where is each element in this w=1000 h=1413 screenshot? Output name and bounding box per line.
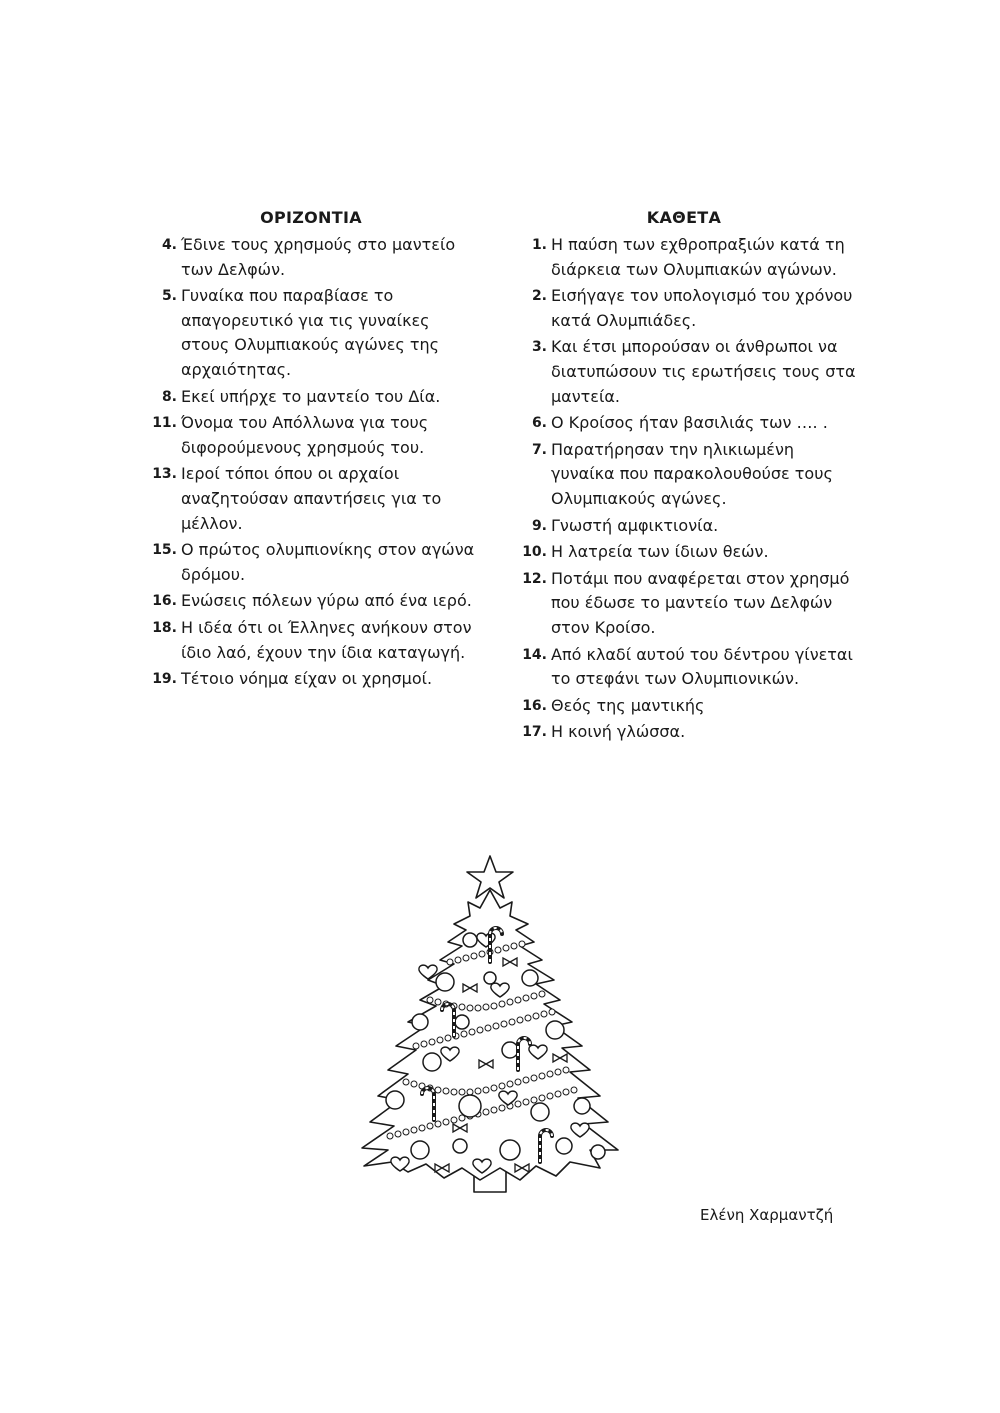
clue-number: 19.	[152, 671, 177, 688]
across-clue-list	[150, 233, 480, 692]
clue-text: Ποτάμι που αναφέρεται στον χρησμό που έδωσε το μαντείο των Δελφών στον Κροίσο.	[551, 568, 850, 637]
clue-item	[150, 284, 480, 382]
clue-text: Η λατρεία των ίδιων θεών.	[551, 542, 769, 562]
clue-number: 8.	[161, 388, 177, 405]
clue-item	[150, 385, 480, 410]
clue-number: 7.	[531, 441, 547, 458]
clue-item	[520, 233, 860, 282]
clue-text: Τέτοιο νόημα είχαν οι χρησμοί.	[181, 669, 433, 689]
across-column	[150, 208, 480, 694]
clue-number: 11.	[152, 415, 177, 432]
clue-number: 10.	[522, 544, 547, 561]
clue-number: 14.	[522, 646, 547, 663]
clue-text: Η ιδέα ότι οι Έλληνες ανήκουν στον ίδιο λαό, έχουν την ίδια καταγωγή.	[181, 617, 472, 662]
author-name: Ελένη Χαρμαντζή	[700, 1206, 834, 1224]
clue-item	[520, 694, 860, 719]
clue-text: Από κλαδί αυτού του δέντρου γίνεται το στεφάνι των Ολυμπιονικών.	[551, 644, 853, 689]
clue-item	[520, 720, 860, 745]
clue-number: 3.	[531, 339, 547, 356]
clue-number: 18.	[152, 619, 177, 636]
christmas-tree-icon	[350, 850, 630, 1195]
clue-text: Ενώσεις πόλεων γύρω από ένα ιερό.	[181, 591, 472, 611]
clue-number: 6.	[531, 415, 547, 432]
clue-number: 4.	[161, 237, 177, 253]
clue-item	[520, 643, 860, 692]
clue-number: 12.	[522, 570, 547, 587]
clue-text: Θεός της μαντικής	[551, 695, 705, 715]
clue-text: Έδινε τους χρησμούς στο μαντείο των Δελφών.	[181, 235, 456, 279]
clue-item	[150, 233, 480, 282]
clue-item	[150, 667, 480, 692]
down-clue-list	[520, 233, 860, 745]
clue-item	[520, 438, 860, 512]
clue-text: Όνομα του Απόλλωνα για τους διφορούμενους χρησμούς του.	[181, 413, 429, 457]
clue-number: 9.	[531, 517, 547, 534]
across-heading: ΟΡΙΖΟΝΤΙΑ	[260, 208, 362, 227]
clue-text: Και έτσι μπορούσαν οι άνθρωποι να διατυπώσουν τις ερωτήσεις τους στα μαντεία.	[551, 337, 856, 406]
clue-number: 15.	[152, 542, 177, 559]
clue-number: 17.	[522, 724, 547, 741]
clue-item	[150, 616, 480, 665]
clue-item	[520, 284, 860, 333]
clue-text: Ιεροί τόποι όπου οι αρχαίοι αναζητούσαν απαντήσεις για το μέλλον.	[181, 464, 442, 533]
clue-item	[150, 462, 480, 536]
clue-item	[520, 335, 860, 409]
clue-number: 16.	[522, 697, 547, 714]
clue-text: Γυναίκα που παραβίασε το απαγορευτικό για τις γυναίκες στους Ολυμπιακούς αγώνες της αρχαιότητας.	[181, 286, 439, 379]
down-heading: ΚΑΘΕΤΑ	[646, 208, 722, 227]
clue-number: 16.	[152, 593, 177, 610]
clue-number: 1.	[531, 237, 547, 253]
clue-text: Η παύση των εχθροπραξιών κατά τη διάρκεια των Ολυμπιακών αγώνων.	[551, 235, 845, 279]
clue-number: 2.	[531, 288, 547, 305]
down-column	[520, 208, 860, 747]
clue-item	[520, 540, 860, 565]
clue-item	[150, 411, 480, 460]
clue-text: Εισήγαγε τον υπολογισμό του χρόνου κατά Ολυμπιάδες.	[551, 286, 853, 330]
clue-item	[150, 538, 480, 587]
clue-text: Η κοινή γλώσσα.	[551, 722, 686, 742]
clue-text: Εκεί υπήρχε το μαντείο του Δία.	[181, 386, 441, 406]
clue-text: Γνωστή αμφικτιονία.	[551, 515, 719, 535]
clue-item	[520, 514, 860, 539]
clue-number: 13.	[152, 466, 177, 483]
clue-item	[520, 567, 860, 641]
clue-item	[150, 589, 480, 614]
clue-text: Παρατήρησαν την ηλικιωμένη γυναίκα που παρακολουθούσε τους Ολυμπιακούς αγώνες.	[551, 439, 833, 508]
clue-number: 5.	[161, 288, 177, 305]
clue-text: Ο πρώτος ολυμπιονίκης στον αγώνα δρόμου.	[181, 540, 475, 584]
clue-item	[520, 411, 860, 436]
clue-text: Ο Κροίσος ήταν βασιλιάς των …. .	[551, 413, 828, 433]
